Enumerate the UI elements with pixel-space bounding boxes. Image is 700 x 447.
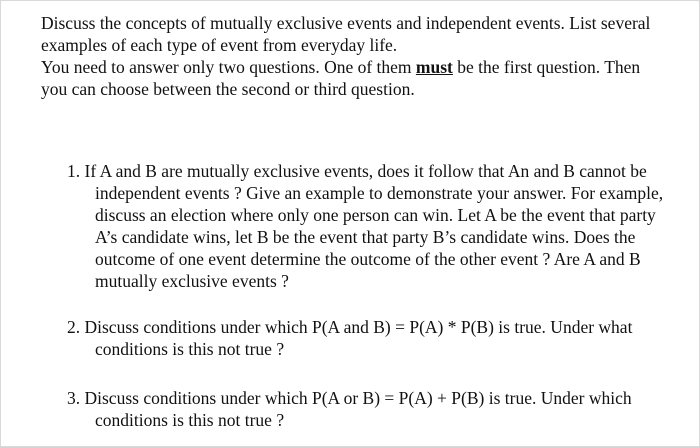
instructions-line: Discuss the concepts of mutually exclusive events and independent events. List several [41, 13, 651, 33]
question-text: Discuss conditions under which P(A and B) = P(A) * P(B) is true. Under what [84, 317, 633, 337]
question-number: 2. [67, 317, 81, 337]
question-number: 3. [67, 388, 81, 408]
question-line: conditions is this not true ? [95, 339, 285, 359]
instructions-text: You need to answer only two questions. One of them [41, 57, 416, 77]
question-line: independent events ? Give an example to demonstrate your answer. For example, [95, 183, 664, 203]
question-text: If A and B are mutually exclusive events, does it follow that An and B cannot be [84, 161, 647, 181]
question-line: conditions is this not true ? [95, 410, 285, 430]
instructions-line: examples of each type of event from everyday life. [41, 35, 398, 55]
emphasis-must: must [415, 57, 453, 77]
question-line: discuss an election where only one person can win. Let A be the event that party [95, 205, 656, 225]
question-line: outcome of one event determine the outcome of the other event ? Are A and B [95, 249, 641, 269]
question-number: 1. [67, 161, 81, 181]
question-2 [67, 316, 687, 360]
question-line: mutually exclusive events ? [95, 271, 289, 291]
question-3 [67, 387, 687, 431]
question-text: Discuss conditions under which P(A or B) = P(A) + P(B) is true. Under which [84, 388, 632, 408]
instructions-paragraph [41, 12, 681, 100]
question-line [67, 387, 687, 409]
question-line: A’s candidate wins, let B be the event that party B’s candidate wins. Does the [95, 227, 636, 247]
instructions-text: be the first question. Then [452, 57, 641, 77]
instructions-line [41, 56, 681, 78]
question-1 [67, 160, 687, 292]
question-line [67, 160, 687, 182]
question-line [67, 316, 687, 338]
instructions-line: you can choose between the second or third question. [41, 79, 415, 99]
